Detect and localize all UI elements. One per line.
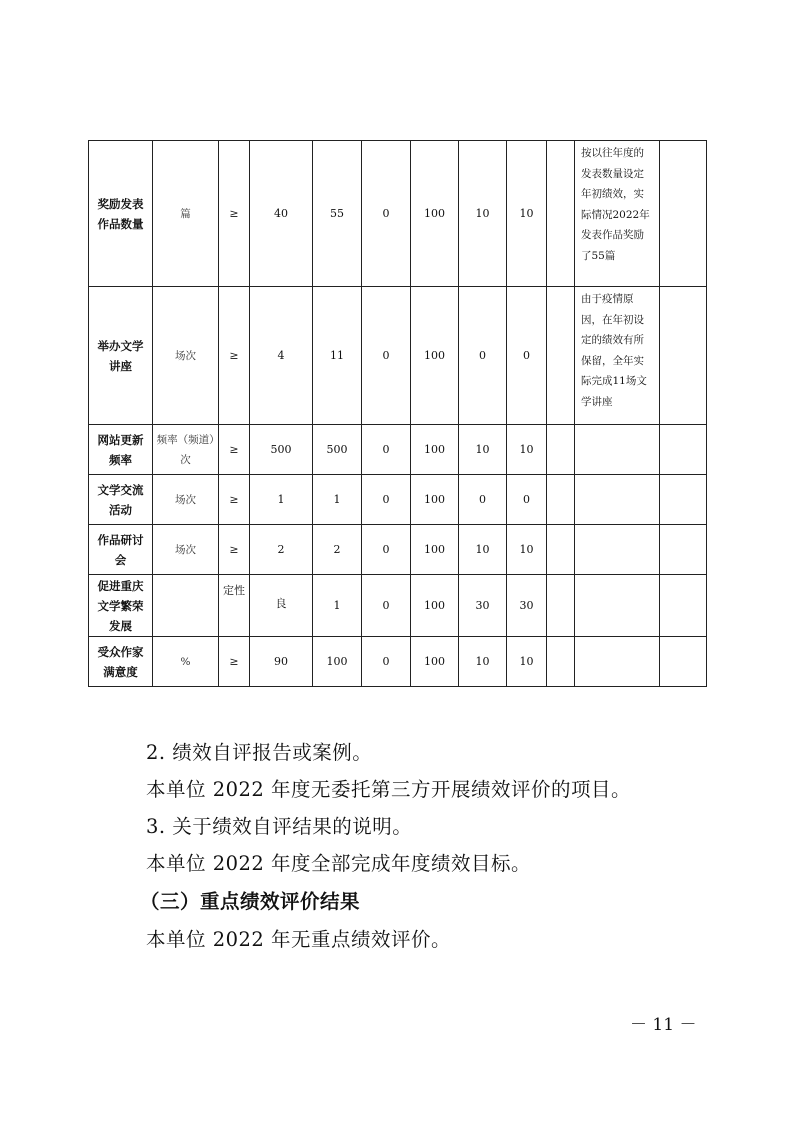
table-cell-sym: ≥ — [219, 141, 250, 287]
table-cell-c8: 30 — [459, 575, 507, 637]
table-cell-note: 按以往年度的发表数量设定年初绩效，实际情况2022年发表作品奖励了55篇 — [575, 141, 660, 287]
table-cell-target: 2 — [250, 525, 313, 575]
table-cell-c9: 10 — [507, 637, 547, 687]
table-cell-note — [575, 637, 660, 687]
table-cell-target: 1 — [250, 475, 313, 525]
table-cell-c8: 10 — [459, 425, 507, 475]
table-cell-name: 网站更新频率 — [89, 425, 153, 475]
table-cell-c10 — [547, 525, 575, 575]
table-cell-actual: 1 — [313, 575, 362, 637]
table-cell-actual: 2 — [313, 525, 362, 575]
table-cell-c6: 0 — [362, 637, 411, 687]
table-cell-c9: 10 — [507, 425, 547, 475]
table-row — [89, 575, 707, 637]
table-cell-c12 — [660, 475, 707, 525]
table-cell-c7: 100 — [411, 525, 459, 575]
table-cell-name: 作品研讨会 — [89, 525, 153, 575]
table-cell-c12 — [660, 141, 707, 287]
table-cell-c7: 100 — [411, 287, 459, 425]
table-cell-c8: 10 — [459, 141, 507, 287]
table-cell-actual: 1 — [313, 475, 362, 525]
table-cell-c8: 0 — [459, 287, 507, 425]
table-cell-unit — [153, 575, 219, 637]
table-cell-unit: 场次 — [153, 475, 219, 525]
table-cell-c7: 100 — [411, 637, 459, 687]
table-cell-c8: 10 — [459, 525, 507, 575]
table-row — [89, 287, 707, 425]
table-cell-c12 — [660, 637, 707, 687]
body-paragraph-6: 本单位 2022 年无重点绩效评价。 — [146, 928, 452, 951]
table-cell-c8: 10 — [459, 637, 507, 687]
table-cell-sym: ≥ — [219, 525, 250, 575]
table-cell-c6: 0 — [362, 525, 411, 575]
table-row — [89, 475, 707, 525]
body-paragraph-4: 本单位 2022 年度全部完成年度绩效目标。 — [146, 852, 532, 875]
table-cell-sym: ≥ — [219, 637, 250, 687]
table-cell-c6: 0 — [362, 141, 411, 287]
table-cell-c6: 0 — [362, 425, 411, 475]
table-cell-c10 — [547, 287, 575, 425]
table-cell-actual: 11 — [313, 287, 362, 425]
table-cell-unit: % — [153, 637, 219, 687]
table-cell-target: 40 — [250, 141, 313, 287]
table-cell-c12 — [660, 575, 707, 637]
table-cell-c10 — [547, 637, 575, 687]
body-paragraph-2: 本单位 2022 年度无委托第三方开展绩效评价的项目。 — [146, 778, 632, 801]
table-cell-name: 举办文学讲座 — [89, 287, 153, 425]
table-cell-note — [575, 425, 660, 475]
table-cell-c6: 0 — [362, 475, 411, 525]
table-cell-c9: 30 — [507, 575, 547, 637]
table-cell-sym: ≥ — [219, 287, 250, 425]
table-cell-name: 文学交流活动 — [89, 475, 153, 525]
body-paragraph-3: 3. 关于绩效自评结果的说明。 — [146, 815, 413, 838]
table-cell-unit: 频率（频道）次 — [153, 425, 219, 475]
table-cell-note — [575, 525, 660, 575]
table-cell-unit: 篇 — [153, 141, 219, 287]
table-cell-note — [575, 575, 660, 637]
table-cell-name: 奖励发表作品数量 — [89, 141, 153, 287]
table-cell-c8: 0 — [459, 475, 507, 525]
table-cell-c12 — [660, 425, 707, 475]
table-cell-target: 4 — [250, 287, 313, 425]
table-cell-name: 促进重庆文学繁荣发展 — [89, 575, 153, 637]
table-cell-c10 — [547, 425, 575, 475]
table-cell-actual: 500 — [313, 425, 362, 475]
table-cell-c9: 0 — [507, 287, 547, 425]
table-cell-target: 良 — [250, 575, 313, 637]
table-row — [89, 425, 707, 475]
table-row — [89, 637, 707, 687]
table-cell-actual: 100 — [313, 637, 362, 687]
table-cell-c7: 100 — [411, 475, 459, 525]
table-cell-target: 90 — [250, 637, 313, 687]
table-cell-unit: 场次 — [153, 525, 219, 575]
table-cell-c10 — [547, 475, 575, 525]
table-cell-c7: 100 — [411, 575, 459, 637]
table-cell-sym: ≥ — [219, 425, 250, 475]
table-cell-name: 受众作家满意度 — [89, 637, 153, 687]
page-number: － 11 － — [630, 1015, 697, 1035]
table-cell-sym: ≥ — [219, 475, 250, 525]
table-cell-c12 — [660, 525, 707, 575]
table-cell-unit: 场次 — [153, 287, 219, 425]
body-paragraph-1: 2. 绩效自评报告或案例。 — [146, 741, 373, 764]
table-cell-c6: 0 — [362, 287, 411, 425]
table-cell-actual: 55 — [313, 141, 362, 287]
table-cell-c7: 100 — [411, 141, 459, 287]
table-row — [89, 141, 707, 287]
performance-table — [88, 140, 707, 687]
table-cell-c9: 0 — [507, 475, 547, 525]
section-heading: （三）重点绩效评价结果 — [140, 890, 361, 913]
table-cell-c12 — [660, 287, 707, 425]
table-cell-sym: 定性 — [219, 575, 250, 637]
table-row — [89, 525, 707, 575]
table-cell-c9: 10 — [507, 525, 547, 575]
table-cell-c10 — [547, 141, 575, 287]
table-cell-note — [575, 475, 660, 525]
table-cell-note: 由于疫情原因，在年初设定的绩效有所保留，全年实际完成11场文学讲座 — [575, 287, 660, 425]
table-cell-c7: 100 — [411, 425, 459, 475]
table-cell-c10 — [547, 575, 575, 637]
table-cell-c6: 0 — [362, 575, 411, 637]
table-cell-target: 500 — [250, 425, 313, 475]
table-cell-c9: 10 — [507, 141, 547, 287]
